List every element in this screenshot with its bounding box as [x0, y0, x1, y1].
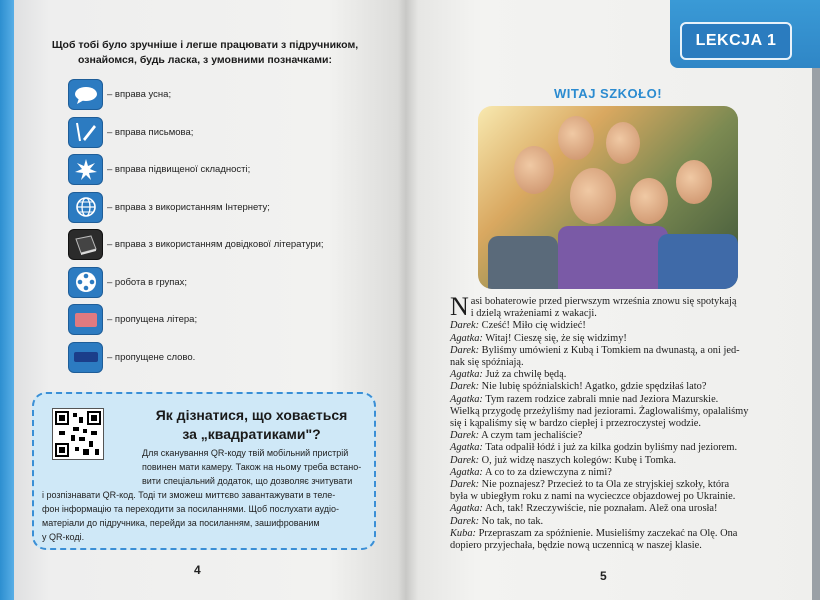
- legend-label: – вправа з використанням довідкової літератури;: [107, 239, 324, 251]
- pen-icon: [68, 117, 103, 148]
- qr-box-body: [42, 446, 368, 544]
- dialogue-line: [450, 381, 780, 393]
- dialogue-line: [450, 467, 780, 479]
- dialogue-text-span: Tata odpalił łódź i już za kilka godzin byliśmy nad jeziorem.: [485, 442, 738, 454]
- dialogue-line: [450, 455, 780, 467]
- photo-figure: [488, 236, 558, 289]
- speech-bubble-icon: [68, 79, 103, 110]
- dialogue-text-span: O, już widzę naszych kolegów: Kubę i Tomka.: [481, 454, 677, 466]
- speaker-name: Darek:: [450, 430, 480, 442]
- speaker-name: Darek:: [450, 454, 480, 466]
- dialogue-text-span: była w ubiegłym roku z nami na wycieczce objazdowej po Ukrainie.: [450, 491, 736, 503]
- qr-title-line: Як дізнатися, що ховається: [155, 407, 348, 423]
- page-number-right: 5: [600, 569, 607, 583]
- speaker-name: Kuba:: [450, 527, 476, 539]
- dialogue-text-span: A czym tam jechaliście?: [481, 430, 583, 442]
- dialogue-text-span: Ach, tak! Rzeczywiście, nie poznałam. Alež ona urosła!: [484, 503, 718, 515]
- qr-body-line: вити спеціальний додаток, що дозволяє зчитувати: [142, 476, 353, 486]
- dialogue-text-span: Nie poznajesz? Przecież to ta Ola ze stryjskiej szkoły, która: [481, 479, 730, 491]
- dialogue-text-span: asi bohaterowie przed pierwszym września znowu się spotykają: [470, 296, 737, 307]
- dialogue-line: [450, 357, 780, 369]
- photo-face: [606, 122, 640, 164]
- dialogue-line: [450, 320, 780, 332]
- legend-item: [68, 339, 368, 377]
- legend-label: – вправа усна;: [107, 89, 172, 101]
- dialogue-line: [450, 503, 780, 515]
- qr-body-line: фон інформацію та переходити за посиланнями. Щоб послухати аудіо-: [42, 504, 339, 514]
- legend-label: – пропущене слово.: [107, 351, 196, 363]
- globe-icon: [68, 192, 103, 223]
- dialogue-text-span: dopiero przyjechała, będzie nową uczennicą w naszej klasie.: [450, 540, 702, 552]
- qr-body-line: у QR-коді.: [42, 532, 85, 542]
- legend-label: – вправа письмова;: [107, 126, 194, 138]
- speaker-name: Agatka:: [450, 369, 483, 381]
- speaker-name: Darek:: [450, 381, 480, 393]
- symbol-legend: [68, 76, 368, 376]
- qr-title-line: за „квадратиками"?: [182, 426, 321, 442]
- legend-item: [68, 114, 368, 152]
- legend-item: [68, 189, 368, 227]
- group-icon: [68, 267, 103, 298]
- dialogue-text-span: Tym razem rodzice zabrali mnie nad Jeziora Mazurskie.: [485, 393, 719, 405]
- speaker-name: Darek:: [450, 515, 480, 527]
- dialogue-line: [450, 406, 780, 418]
- dialogue-line: [450, 516, 780, 528]
- dialogue-text-span: i dzielą wrażeniami z wakacji.: [470, 308, 597, 320]
- speaker-name: Darek:: [450, 479, 480, 491]
- qr-box-title: [134, 406, 369, 444]
- photo-face: [676, 160, 712, 204]
- qr-body-line: матеріали до підручника, перейди за посиланням, зашифрованим: [42, 518, 320, 528]
- dialogue-text-span: Witaj! Cieszę się, że się widzimy!: [485, 332, 627, 344]
- dialogue-text-span: Przepraszam za spóźnienie. Musieliśmy zaczekać na Olę. Ona: [478, 527, 738, 539]
- photo-face: [514, 146, 554, 194]
- legend-item: [68, 264, 368, 302]
- legend-item: [68, 151, 368, 189]
- lesson-label: LEKCJA 1: [680, 22, 792, 60]
- legend-label: – вправа з використанням Інтернету;: [107, 201, 270, 213]
- qr-body-line: і розпізнавати QR-код. Тоді ти зможеш миттєво завантажувати в теле-: [42, 490, 336, 500]
- photo-face: [630, 178, 668, 224]
- lesson-title: WITAJ SZKOŁO!: [553, 86, 663, 101]
- legend-label: – робота в групах;: [107, 276, 188, 288]
- dialogue-line: [450, 333, 780, 345]
- dialogue-line: [450, 528, 780, 540]
- dialogue-text-span: Cześć! Miło cię widzieć!: [481, 320, 586, 332]
- dialogue-line: [450, 296, 780, 308]
- speaker-name: Agatka:: [450, 503, 483, 515]
- dialogue-text: [450, 292, 780, 552]
- book-edge-right: [812, 0, 820, 600]
- dialogue-text-span: Wielką przygodę przeżyliśmy nad jeziorami. Żaglowaliśmy, opalaliśmy: [450, 405, 749, 417]
- group-selfie-photo: [478, 106, 738, 289]
- dialogue-line: [450, 418, 780, 430]
- book-icon: [68, 229, 103, 260]
- legend-label: – вправа підвищеної складності;: [107, 164, 251, 176]
- intro-line: ознайомся, будь ласка, з умовними позначками:: [77, 54, 332, 66]
- dialogue-text-span: nak się spóźniają.: [450, 357, 524, 369]
- dialogue-line: [450, 394, 780, 406]
- dialogue-text-span: się i kąpaliśmy się w bardzo ciepłej i przezroczystej wodzie.: [450, 418, 702, 430]
- starburst-icon: [68, 154, 103, 185]
- speaker-name: Agatka:: [450, 332, 483, 344]
- intro-text: [40, 38, 370, 68]
- speaker-name: Agatka:: [450, 393, 483, 405]
- page-number-left: 4: [194, 563, 201, 577]
- dropcap: N: [450, 292, 469, 321]
- qr-info-box: [32, 392, 376, 550]
- dialogue-text-span: A co to za dziewczyna z nimi?: [484, 466, 612, 478]
- speaker-name: Agatka:: [450, 466, 483, 478]
- photo-figure: [658, 234, 738, 289]
- intro-line: Щоб тобі було зручніше і легше працювати з підручником,: [51, 39, 359, 51]
- legend-item: [68, 76, 368, 114]
- photo-face: [570, 168, 616, 224]
- dialogue-line: [450, 491, 780, 503]
- dialogue-line: [450, 345, 780, 357]
- dialogue-text-span: Już za chwilę będą.: [485, 369, 567, 381]
- legend-item: [68, 226, 368, 264]
- legend-label: – пропущена літера;: [107, 314, 198, 326]
- qr-body-line: повинен мати камеру. Також на ньому треба встано-: [142, 462, 362, 472]
- dialogue-line: [450, 430, 780, 442]
- book-edge-left: [0, 0, 14, 600]
- dialogue-line: [450, 479, 780, 491]
- dialogue-line: [450, 308, 780, 320]
- dialogue-text-span: No tak, no tak.: [481, 515, 544, 527]
- red-square-icon: [68, 304, 103, 335]
- speaker-name: Darek:: [450, 344, 480, 356]
- dialogue-line: [450, 442, 780, 454]
- speaker-name: Darek:: [450, 320, 480, 332]
- qr-body-line: Для сканування QR-коду твій мобільний пристрій: [142, 448, 349, 458]
- blue-bar-icon: [68, 342, 103, 373]
- legend-item: [68, 301, 368, 339]
- photo-figure: [558, 226, 668, 289]
- dialogue-text-span: Nie lubię spóźnialskich! Agatko, gdzie spędziłaś lato?: [481, 381, 707, 393]
- dialogue-line: [450, 369, 780, 381]
- dialogue-text-span: Byliśmy umówieni z Kubą i Tomkiem na dwunastą, a oni jed-: [481, 344, 740, 356]
- photo-face: [558, 116, 594, 160]
- dialogue-line: [450, 540, 780, 552]
- speaker-name: Agatka:: [450, 442, 483, 454]
